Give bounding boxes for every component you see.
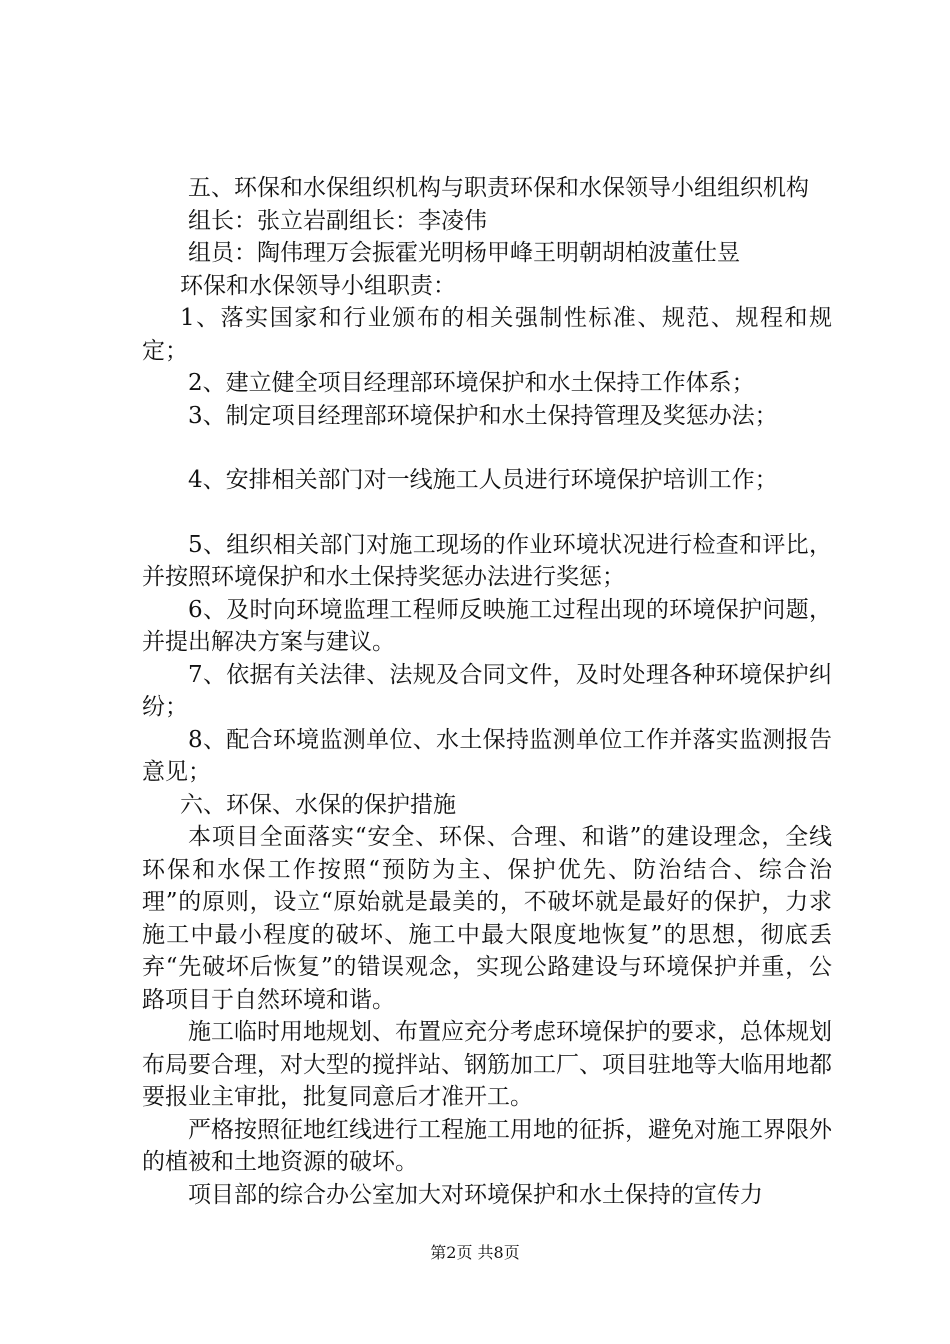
document-body	[142, 172, 832, 1211]
duty-item-6: 6、及时向环境监理工程师反映施工过程出现的环境保护问题，并提出解决方案与建议。	[142, 596, 832, 655]
body-paragraph: 项目部的综合办公室加大对环境保护和水土保持的宣传力	[188, 1181, 763, 1208]
section-heading-5: 五、环保和水保组织机构与职责环保和水保领导小组组织机构	[188, 175, 809, 201]
duty-item-3: 3、制定项目经理部环境保护和水土保持管理及奖惩办法；	[188, 402, 778, 429]
group-leader-line: 组长：张立岩副组长：李凌伟	[188, 207, 487, 234]
duty-item-4: 4、安排相关部门对一线施工人员进行环境保护培训工作；	[188, 467, 778, 493]
group-members-line: 组员：陶伟理万会振霍光明杨甲峰王明朝胡柏波董仕昱	[188, 240, 740, 266]
body-paragraph: 严格按照征地红线进行工程施工用地的征拆，避免对施工界限外的植被和土地资源的破坏。	[142, 1116, 832, 1175]
duties-heading: 环保和水保领导小组职责：	[180, 272, 456, 299]
blank-line	[142, 497, 832, 529]
body-paragraph: 本项目全面落实“安全、环保、合理、和谐”的建设理念，全线环保和水保工作按照“预防为主、保护优先、防治结合、综合治理”的原则，设立“原始就是最美的，不破坏就是最好的保护，力求施工中最小程度的破坏、施工中最大限度地恢复”的思想，彻底丢弃“先破坏后恢复”的错误观念，实现公路建设与环境保护并重，公路项目于自然环境和谐。	[142, 824, 832, 1013]
body-paragraph: 施工临时用地规划、布置应充分考虑环境保护的要求，总体规划布局要合理，对大型的搅拌站、钢筋加工厂、项目驻地等大临用地都要报业主审批，批复同意后才准开工。	[142, 1019, 832, 1110]
duty-item-5: 5、组织相关部门对施工现场的作业环境状况进行检查和评比，并按照环境保护和水土保持奖惩办法进行奖惩；	[142, 531, 832, 590]
duty-item-7: 7、依据有关法律、法规及合同文件，及时处理各种环境保护纠纷；	[142, 661, 832, 720]
duty-item-1: 1、落实国家和行业颁布的相关强制性标准、规范、规程和规定；	[142, 305, 832, 364]
duty-item-8: 8、配合环境监测单位、水土保持监测单位工作并落实监测报告意见；	[142, 726, 832, 785]
duty-item-2: 2、建立健全项目经理部环境保护和水土保持工作体系；	[188, 370, 755, 396]
page-number-footer: 第2页 共8页	[430, 1243, 520, 1262]
blank-line	[142, 432, 832, 464]
section-heading-6: 六、环保、水保的保护措施	[180, 791, 456, 818]
